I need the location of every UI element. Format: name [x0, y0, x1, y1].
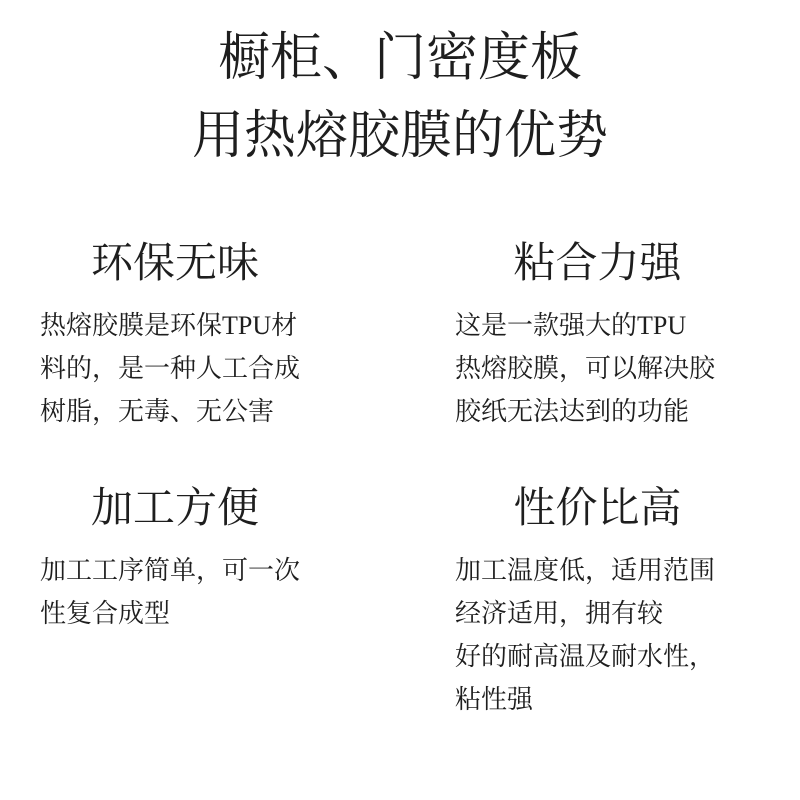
body-line: 热熔胶膜是环保TPU材: [40, 311, 298, 340]
body-line: 热熔胶膜，可以解决胶: [455, 354, 716, 383]
section-heading: 环保无味: [90, 241, 259, 287]
body-line: 这是一款强大的TPU: [455, 311, 687, 340]
body-line: 料的，是一种人工合成: [40, 354, 301, 383]
section-heading: 粘合力强: [513, 241, 682, 287]
section-body: [455, 304, 795, 433]
body-line: 性复合成型: [40, 599, 171, 628]
section-body: [455, 549, 795, 721]
body-line: 好的耐高温及耐水性，: [455, 642, 716, 671]
title-line-1: 橱柜、门密度板: [217, 30, 582, 87]
section-heading: 性价比高: [513, 486, 682, 532]
body-line: 加工温度低，适用范围: [455, 556, 716, 585]
body-line: 加工工序简单，可一次: [40, 556, 301, 585]
section-body: [40, 549, 370, 635]
section-body: [40, 304, 370, 433]
section-strong-adhesion: [455, 238, 795, 433]
section-cost-effective: [455, 483, 795, 721]
body-line: 粘性强: [455, 685, 534, 714]
section-heading: 加工方便: [90, 486, 259, 532]
section-easy-processing: [40, 483, 370, 635]
title-line-2: 用热熔胶膜的优势: [191, 108, 608, 165]
body-line: 经济适用，拥有较: [455, 599, 664, 628]
section-eco-friendly: [40, 238, 370, 433]
body-line: 胶纸无法达到的功能: [455, 397, 690, 426]
page-title: [0, 20, 800, 176]
body-line: 树脂，无毒、无公害: [40, 397, 275, 426]
